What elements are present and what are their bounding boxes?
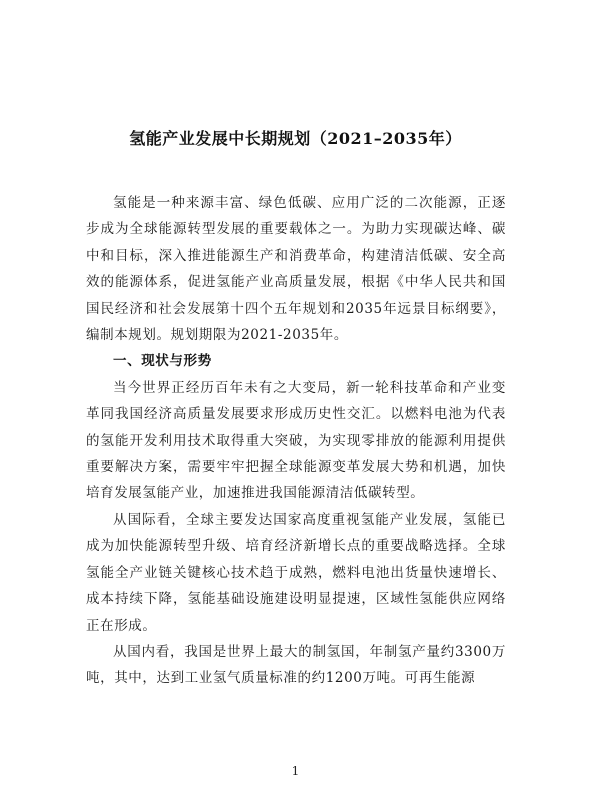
section-heading: 一、现状与形势 — [113, 353, 212, 370]
page-number: 1 — [291, 764, 300, 778]
section-paragraph-3: 从国内看，我国是世界上最大的制氢国，年制氢产量约3300万吨，其中，达到工业氢气质量标准的约1200万吨。可再生能源 — [86, 643, 506, 687]
section-paragraph-2: 从国际看，全球主要发达国家高度重视氢能产业发展，氢能已成为加快能源转型升级、培育经济新增长点的重要战略选择。全球氢能全产业链关键核心技术趋于成熟，燃料电池出货量快速增长、成本持续下降，氢能基础设施建设明显提速，区域性氢能供应网络正在形成。 — [86, 511, 506, 634]
document-body — [86, 190, 506, 692]
document-title: 氢能产业发展中长期规划（2021–2035年） — [129, 129, 462, 148]
intro-paragraph: 氢能是一种来源丰富、绿色低碳、应用广泛的二次能源，正逐步成为全球能源转型发展的重要载体之一。为助力实现碳达峰、碳中和目标，深入推进能源生产和消费革命，构建清洁低碳、安全高效的能源体系，促进氢能产业高质量发展，根据《中华人民共和国国民经济和社会发展第十四个五年规划和2035年远景目标纲要》，编制本规划。规划期限为2021-2035年。 — [86, 195, 506, 344]
section-paragraph-1: 当今世界正经历百年未有之大变局，新一轮科技革命和产业变革同我国经济高质量发展要求形成历史性交汇。以燃料电池为代表的氢能开发利用技术取得重大突破，为实现零排放的能源利用提供重要解决方案，需要牢牢把握全球能源变革发展大势和机遇，加快培育发展氢能产业，加速推进我国能源清洁低碳转型。 — [86, 379, 506, 502]
